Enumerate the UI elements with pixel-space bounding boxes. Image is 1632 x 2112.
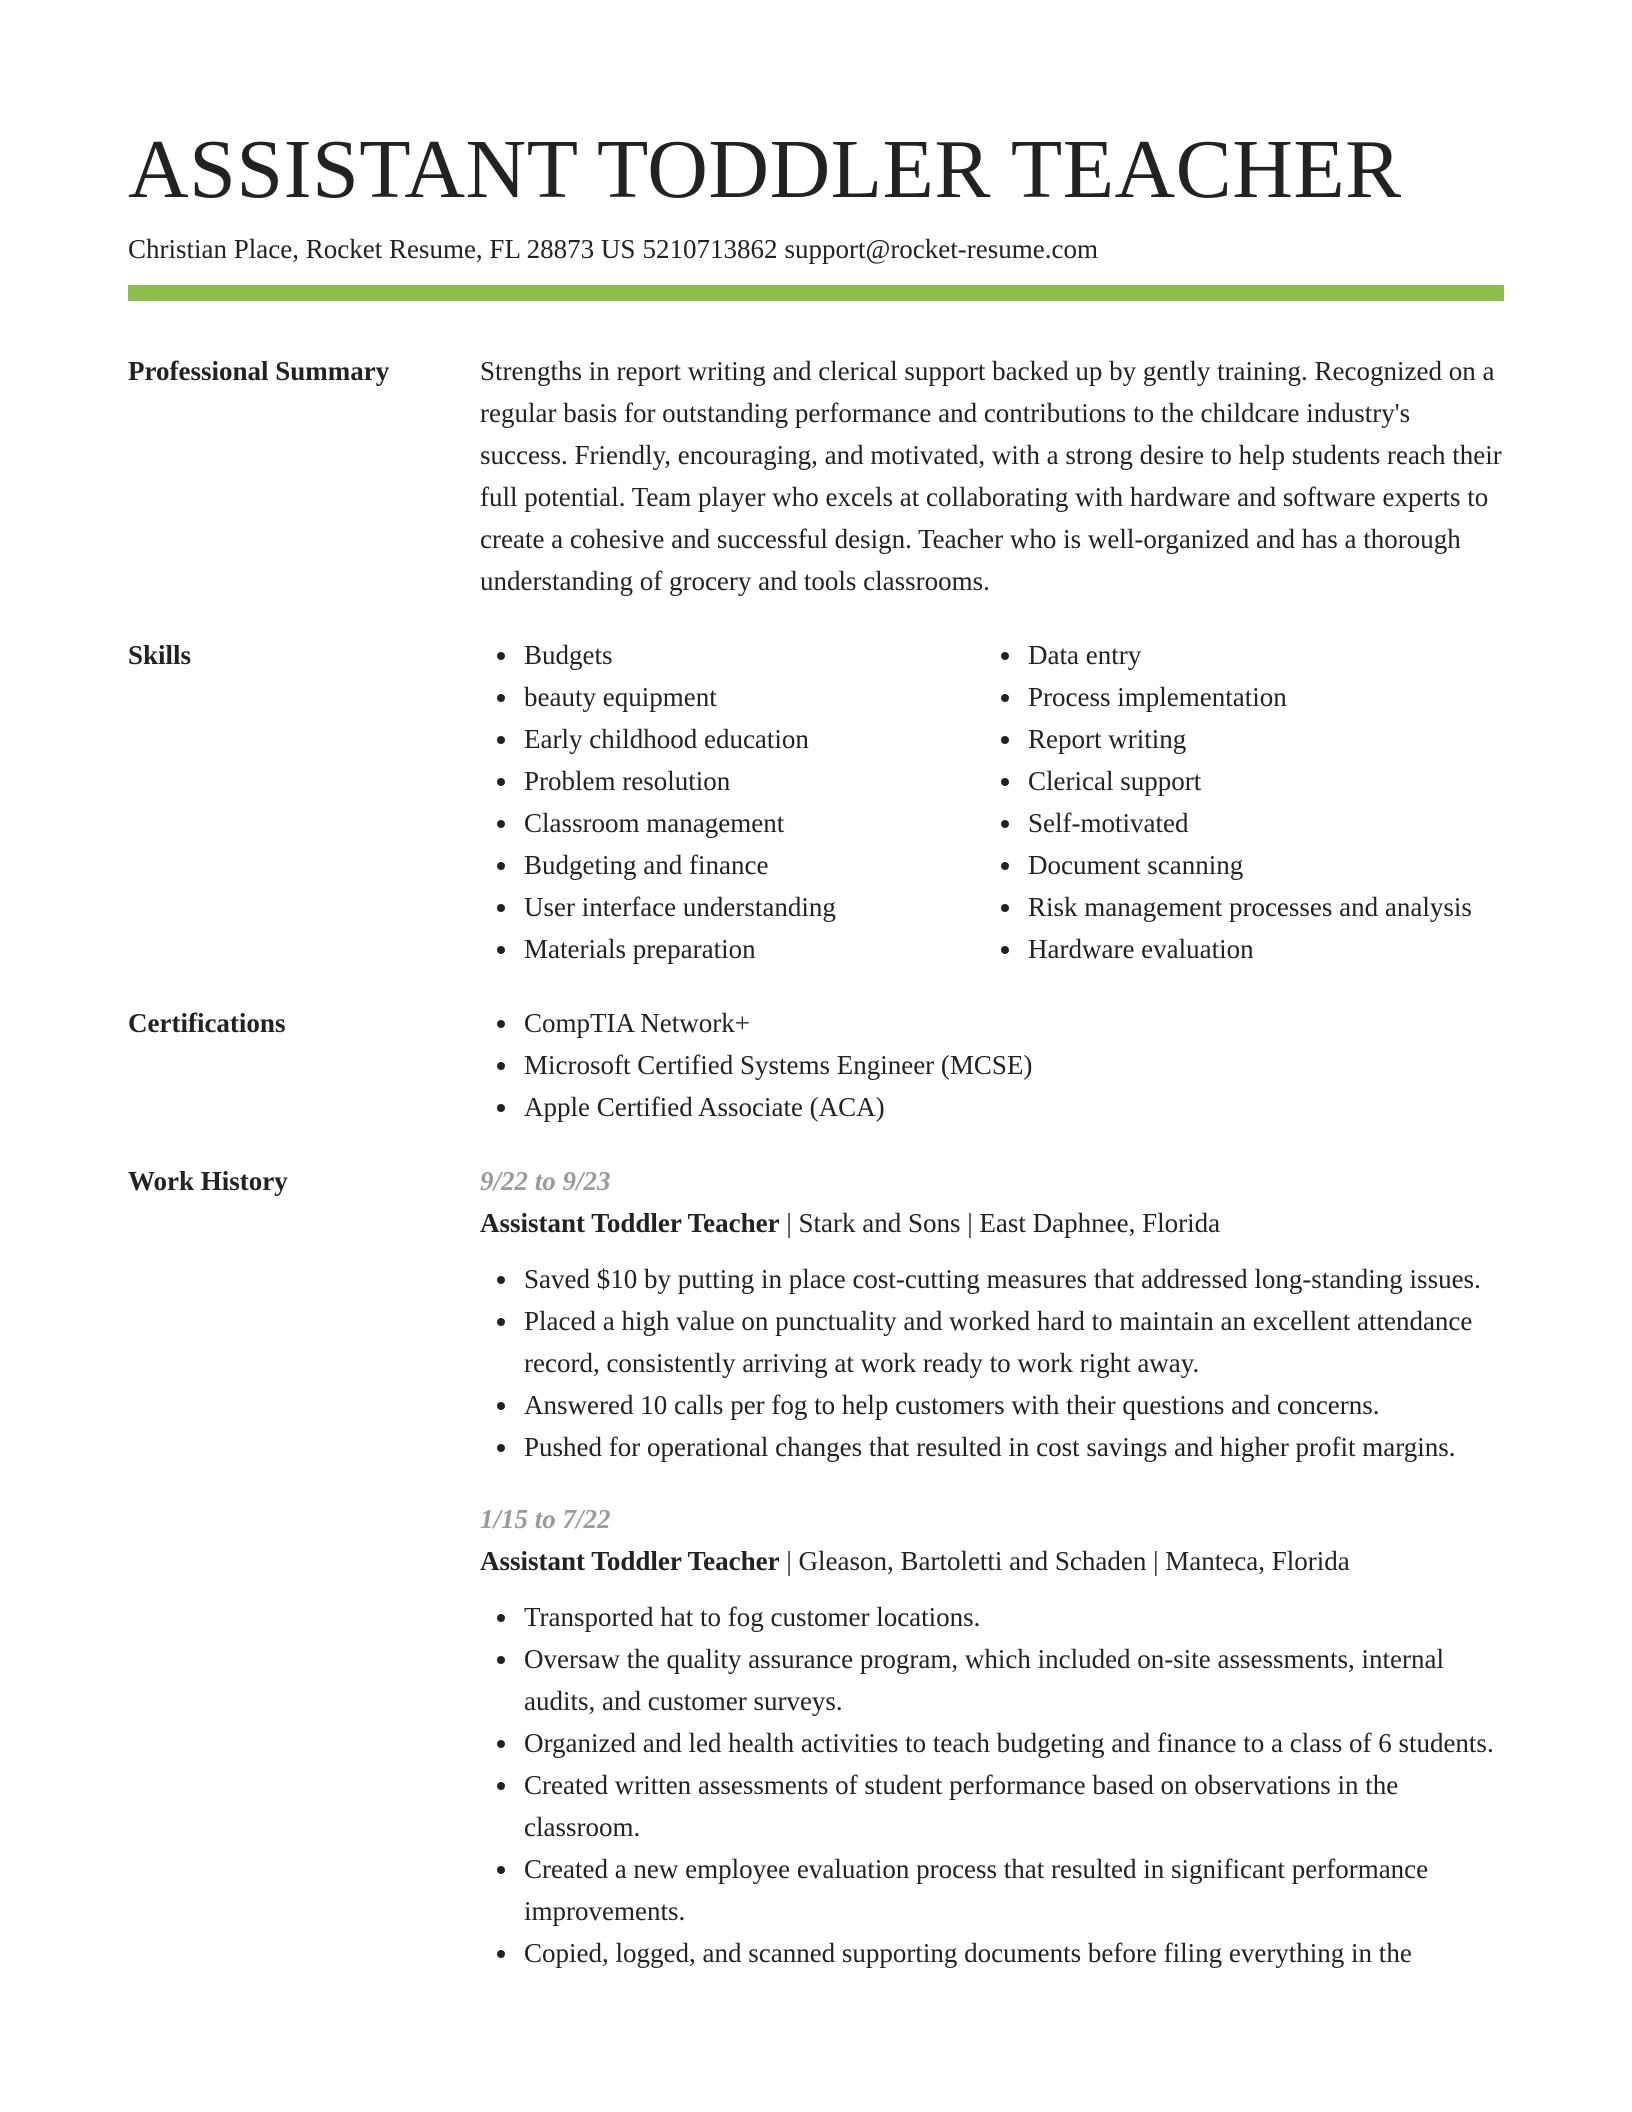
job-title-line	[480, 1540, 1504, 1582]
contact-address: Christian Place, Rocket Resume, FL 28873 US	[128, 234, 636, 264]
certification-item: CompTIA Network+	[524, 1002, 1504, 1044]
section-heading-summary: Professional Summary	[128, 356, 390, 386]
skill-item: Classroom management	[524, 802, 984, 844]
job-employer-location: | Gleason, Bartoletti and Schaden | Manteca, Florida	[779, 1546, 1350, 1576]
certifications-list	[480, 1002, 1504, 1128]
contact-line	[128, 231, 1098, 267]
job-bullet: Pushed for operational changes that resulted in cost savings and higher profit margins.	[524, 1426, 1504, 1468]
job-title: Assistant Toddler Teacher	[480, 1208, 780, 1238]
skill-item: Data entry	[1028, 634, 1504, 676]
contact-email: support@rocket-resume.com	[784, 234, 1098, 264]
job-bullet: Oversaw the quality assurance program, which included on-site assessments, internal audits, and customer surveys.	[524, 1638, 1504, 1722]
skill-item: User interface understanding	[524, 886, 984, 928]
skill-item: Self-motivated	[1028, 802, 1504, 844]
skill-item: beauty equipment	[524, 676, 984, 718]
header-divider	[128, 285, 1504, 301]
job-title-line	[480, 1202, 1504, 1244]
resume-title: ASSISTANT TODDLER TEACHER	[128, 123, 1402, 216]
skill-item: Process implementation	[1028, 676, 1504, 718]
job-bullets	[480, 1258, 1504, 1468]
skill-item: Problem resolution	[524, 760, 984, 802]
job-bullet: Created written assessments of student performance based on observations in the classroom.	[524, 1764, 1504, 1848]
job-bullet: Organized and led health activities to teach budgeting and finance to a class of 6 students.	[524, 1722, 1504, 1764]
certifications-section	[128, 1002, 1504, 1128]
job-entry	[480, 1160, 1504, 1468]
job-dates: 9/22 to 9/23	[480, 1166, 611, 1196]
section-heading-certifications: Certifications	[128, 1008, 286, 1038]
job-bullet: Created a new employee evaluation process that resulted in significant performance improvements.	[524, 1848, 1504, 1932]
skill-item: Materials preparation	[524, 928, 984, 970]
skill-item: Early childhood education	[524, 718, 984, 760]
job-bullet: Copied, logged, and scanned supporting documents before filing everything in the	[524, 1932, 1504, 1974]
section-heading-skills: Skills	[128, 640, 192, 670]
job-bullet: Saved $10 by putting in place cost-cutting measures that addressed long-standing issues.	[524, 1258, 1504, 1300]
summary-text: Strengths in report writing and clerical support backed up by gently training. Recognized on a regular basis for outstanding performance and contributions to the childcare industry's success. Friendly, encouraging, and motivated, with a strong desire to help students reach their full potential. Team player who excels at collaborating with hardware and software experts to create a cohesive and successful design. Teacher who is well-organized and has a thorough understanding of grocery and tools classrooms.	[480, 356, 1502, 596]
skill-item: Document scanning	[1028, 844, 1504, 886]
skills-list-left	[480, 634, 984, 970]
job-employer-location: | Stark and Sons | East Daphnee, Florida	[779, 1208, 1221, 1238]
summary-section	[128, 350, 1504, 602]
job-bullet: Transported hat to fog customer locations.	[524, 1596, 1504, 1638]
job-bullet: Answered 10 calls per fog to help customers with their questions and concerns.	[524, 1384, 1504, 1426]
job-entry	[480, 1498, 1504, 1974]
job-bullets	[480, 1596, 1504, 1974]
skill-item: Hardware evaluation	[1028, 928, 1504, 970]
certification-item: Apple Certified Associate (ACA)	[524, 1086, 1504, 1128]
skills-section	[128, 634, 1504, 970]
section-heading-work-history: Work History	[128, 1166, 288, 1196]
resume-content	[128, 350, 1504, 2036]
skill-item: Clerical support	[1028, 760, 1504, 802]
job-title: Assistant Toddler Teacher	[480, 1546, 780, 1576]
certification-item: Microsoft Certified Systems Engineer (MCSE)	[524, 1044, 1504, 1086]
skill-item: Budgets	[524, 634, 984, 676]
work-history-section	[128, 1160, 1504, 2004]
job-dates: 1/15 to 7/22	[480, 1504, 611, 1534]
job-bullet: Placed a high value on punctuality and worked hard to maintain an excellent attendance record, consistently arriving at work ready to work right away.	[524, 1300, 1504, 1384]
skill-item: Report writing	[1028, 718, 1504, 760]
skill-item: Budgeting and finance	[524, 844, 984, 886]
contact-phone: 5210713862	[642, 234, 778, 264]
skill-item: Risk management processes and analysis	[1028, 886, 1504, 928]
skills-list-right	[984, 634, 1504, 970]
